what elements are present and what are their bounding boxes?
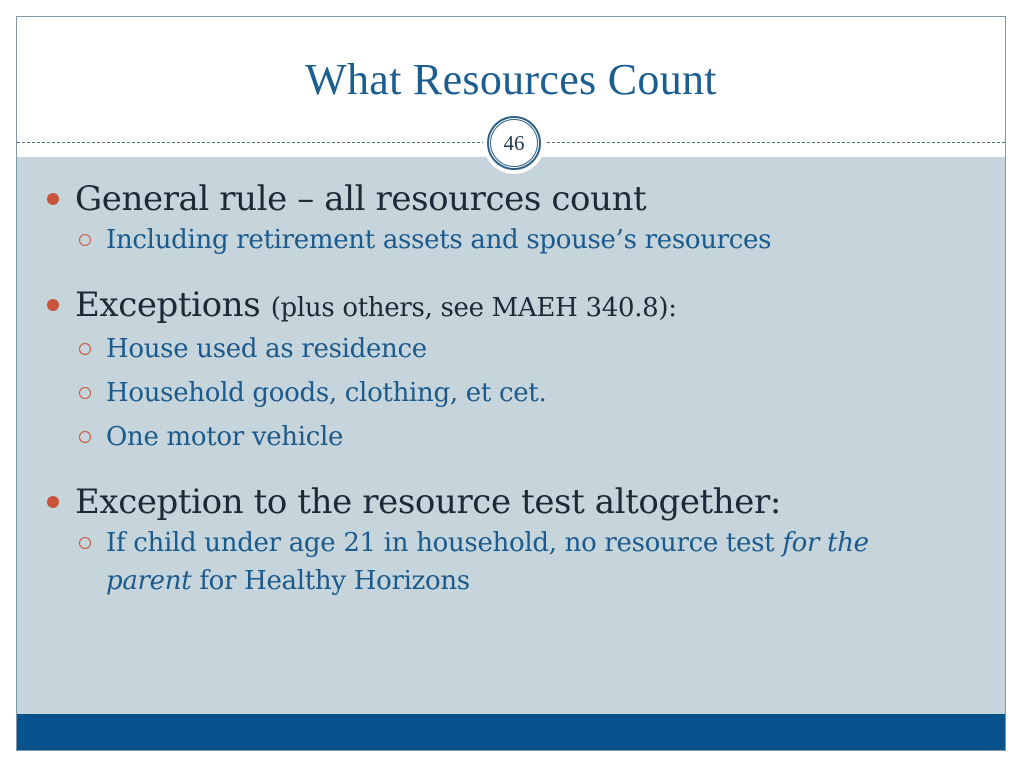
sub-bullet-household-goods: [17, 374, 1005, 412]
sub-bullet-child-under-21: [17, 524, 1005, 600]
sub-bullet-house: [17, 330, 1005, 368]
bullet-text: Exception to the resource test altogether:: [75, 482, 781, 522]
sub-bullet-retirement-assets: [17, 221, 1005, 259]
filled-dot-icon: [47, 299, 59, 311]
filled-dot-icon: [47, 496, 59, 508]
slide-title: What Resources Count: [305, 55, 717, 104]
bullet-general-rule: [17, 177, 1005, 221]
sub-bullet-text: One motor vehicle: [106, 422, 344, 452]
bullet-exceptions: [17, 283, 1005, 330]
bullet-note: (plus others, see MAEH 340.8):: [270, 293, 677, 323]
slide: [16, 16, 1006, 751]
bullet-text: Exceptions: [75, 285, 261, 325]
sub-bullet-emphasis: for the parent: [106, 528, 869, 596]
footer-bar: [17, 714, 1005, 750]
bullet-list: [17, 177, 1005, 600]
sub-bullet-text: Including retirement assets and spouse’s resources: [106, 225, 772, 255]
hollow-circle-icon: [79, 431, 91, 443]
sub-bullet-text: House used as residence: [106, 334, 427, 364]
hollow-circle-icon: [79, 343, 91, 355]
sub-bullet-motor-vehicle: [17, 418, 1005, 456]
hollow-circle-icon: [79, 537, 91, 549]
hollow-circle-icon: [79, 387, 91, 399]
page-number: 46: [503, 131, 525, 155]
page-number-badge: [483, 112, 545, 174]
bullet-text: General rule – all resources count: [75, 179, 647, 219]
sub-bullet-text-part1: If child under age 21 in household, no resource test: [106, 528, 783, 558]
hollow-circle-icon: [79, 234, 91, 246]
filled-dot-icon: [47, 193, 59, 205]
sub-bullet-text: Household goods, clothing, et cet.: [106, 378, 547, 408]
sub-bullet-text-part2: for Healthy Horizons: [191, 566, 470, 596]
bullet-resource-test-exception: [17, 480, 1005, 524]
